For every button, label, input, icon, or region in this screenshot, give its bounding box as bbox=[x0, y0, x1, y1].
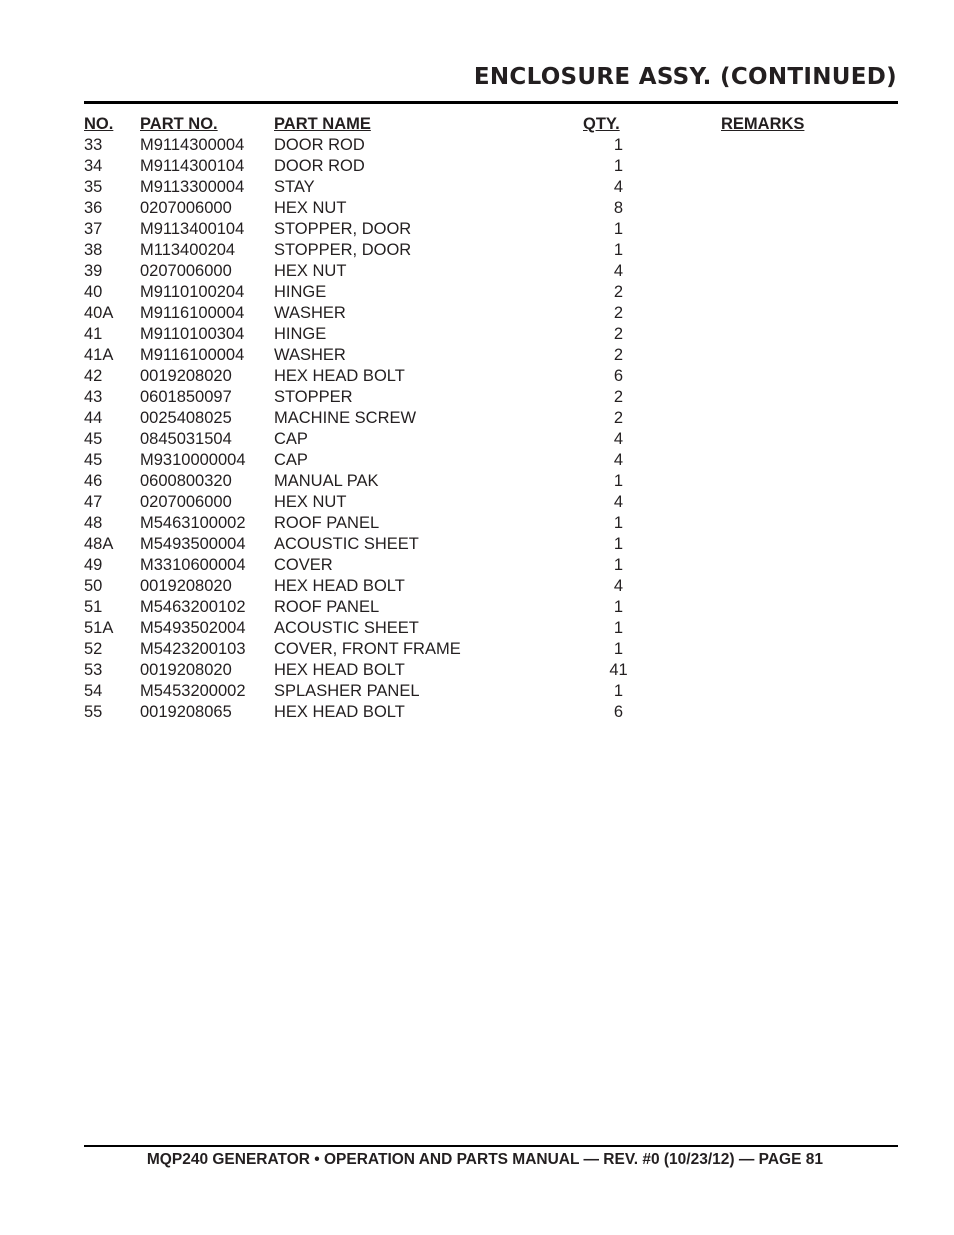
cell-remarks bbox=[721, 156, 881, 177]
header-qty: QTY. bbox=[583, 115, 620, 133]
table-row bbox=[84, 408, 881, 429]
cell-part-no: M5453200002 bbox=[140, 682, 246, 700]
cell-qty: 2 bbox=[613, 346, 624, 364]
cell-qty: 1 bbox=[613, 598, 624, 616]
cell-part-no: M113400204 bbox=[140, 241, 236, 259]
cell-remarks bbox=[721, 177, 881, 198]
cell-remarks bbox=[721, 198, 881, 219]
cell-remarks bbox=[721, 471, 881, 492]
cell-no: 37 bbox=[84, 220, 103, 238]
cell-part-no: M9116100004 bbox=[140, 346, 245, 364]
cell-remarks bbox=[721, 639, 881, 660]
table-row bbox=[84, 597, 881, 618]
cell-part-name: DOOR ROD bbox=[274, 157, 365, 175]
cell-no: 38 bbox=[84, 241, 103, 259]
page-footer: MQP240 GENERATOR • OPERATION AND PARTS MANUAL — REV. #0 (10/23/12) — PAGE 81 bbox=[146, 1151, 823, 1168]
cell-no: 40A bbox=[84, 304, 114, 322]
cell-no: 55 bbox=[84, 703, 103, 721]
parts-table-header bbox=[84, 114, 881, 135]
cell-remarks bbox=[721, 261, 881, 282]
cell-qty: 41 bbox=[609, 661, 628, 679]
cell-remarks bbox=[721, 240, 881, 261]
cell-remarks bbox=[721, 492, 881, 513]
cell-no: 41 bbox=[84, 325, 103, 343]
cell-qty: 1 bbox=[613, 472, 624, 490]
cell-part-no: M5463200102 bbox=[140, 598, 246, 616]
cell-remarks bbox=[721, 681, 881, 702]
cell-part-name: WASHER bbox=[274, 346, 346, 364]
cell-qty: 1 bbox=[613, 157, 624, 175]
cell-remarks bbox=[721, 660, 881, 681]
table-row bbox=[84, 450, 881, 471]
cell-no: 46 bbox=[84, 472, 103, 490]
cell-part-no: M9113300004 bbox=[140, 178, 245, 196]
table-row bbox=[84, 702, 881, 723]
cell-qty: 4 bbox=[613, 178, 624, 196]
cell-part-name: ROOF PANEL bbox=[274, 598, 380, 616]
cell-part-name: HINGE bbox=[274, 283, 327, 301]
cell-part-no: 0025408025 bbox=[140, 409, 232, 427]
cell-remarks bbox=[721, 450, 881, 471]
cell-part-no: M9310000004 bbox=[140, 451, 246, 469]
cell-part-name: COVER, FRONT FRAME bbox=[274, 640, 461, 658]
cell-qty: 4 bbox=[613, 451, 624, 469]
table-row bbox=[84, 282, 881, 303]
cell-no: 52 bbox=[84, 640, 103, 658]
table-row bbox=[84, 345, 881, 366]
cell-part-no: M5423200103 bbox=[140, 640, 246, 658]
cell-qty: 4 bbox=[613, 493, 624, 511]
cell-no: 47 bbox=[84, 493, 103, 511]
table-row bbox=[84, 303, 881, 324]
cell-part-no: 0019208020 bbox=[140, 367, 232, 385]
cell-part-name: ACOUSTIC SHEET bbox=[274, 619, 419, 637]
cell-part-no: 0207006000 bbox=[140, 493, 232, 511]
table-row bbox=[84, 387, 881, 408]
cell-part-no: M9110100304 bbox=[140, 325, 245, 343]
cell-remarks bbox=[721, 135, 881, 156]
parts-table-body bbox=[84, 135, 881, 723]
cell-part-no: 0019208065 bbox=[140, 703, 232, 721]
table-row bbox=[84, 324, 881, 345]
parts-table bbox=[84, 114, 881, 723]
table-row bbox=[84, 555, 881, 576]
cell-qty: 6 bbox=[613, 367, 624, 385]
cell-qty: 1 bbox=[613, 220, 624, 238]
cell-no: 48 bbox=[84, 514, 103, 532]
cell-remarks bbox=[721, 534, 881, 555]
cell-qty: 4 bbox=[613, 577, 624, 595]
cell-part-no: 0207006000 bbox=[140, 199, 232, 217]
cell-part-no: 0019208020 bbox=[140, 661, 232, 679]
table-row bbox=[84, 366, 881, 387]
cell-no: 51A bbox=[84, 619, 114, 637]
cell-qty: 4 bbox=[613, 430, 624, 448]
cell-part-no: M9113400104 bbox=[140, 220, 245, 238]
cell-part-name: HEX HEAD BOLT bbox=[274, 367, 405, 385]
cell-part-name: STOPPER bbox=[274, 388, 353, 406]
cell-remarks bbox=[721, 324, 881, 345]
cell-part-no: 0601850097 bbox=[140, 388, 232, 406]
table-row bbox=[84, 156, 881, 177]
cell-qty: 2 bbox=[613, 283, 624, 301]
cell-remarks bbox=[721, 618, 881, 639]
cell-part-name: CAP bbox=[274, 430, 308, 448]
cell-part-no: M3310600004 bbox=[140, 556, 246, 574]
cell-qty: 2 bbox=[613, 325, 624, 343]
table-row bbox=[84, 429, 881, 450]
cell-part-no: 0207006000 bbox=[140, 262, 232, 280]
table-row bbox=[84, 177, 881, 198]
header-part-name: PART NAME bbox=[274, 115, 371, 133]
cell-remarks bbox=[721, 513, 881, 534]
table-row bbox=[84, 681, 881, 702]
cell-part-no: 0019208020 bbox=[140, 577, 232, 595]
cell-remarks bbox=[721, 387, 881, 408]
cell-part-name: MANUAL PAK bbox=[274, 472, 379, 490]
cell-no: 49 bbox=[84, 556, 103, 574]
cell-part-no: 0600800320 bbox=[140, 472, 232, 490]
table-row bbox=[84, 576, 881, 597]
cell-remarks bbox=[721, 219, 881, 240]
footer-rule bbox=[84, 1145, 898, 1147]
table-row bbox=[84, 492, 881, 513]
cell-part-name: ACOUSTIC SHEET bbox=[274, 535, 419, 553]
cell-part-name: CAP bbox=[274, 451, 308, 469]
cell-no: 43 bbox=[84, 388, 103, 406]
cell-qty: 2 bbox=[613, 409, 624, 427]
header-no: NO. bbox=[84, 115, 114, 133]
cell-part-no: 0845031504 bbox=[140, 430, 232, 448]
table-row bbox=[84, 240, 881, 261]
cell-qty: 1 bbox=[613, 514, 624, 532]
header-part-no: PART NO. bbox=[140, 115, 218, 133]
cell-part-name: SPLASHER PANEL bbox=[274, 682, 420, 700]
cell-qty: 4 bbox=[613, 262, 624, 280]
table-row bbox=[84, 198, 881, 219]
cell-part-name: HEX NUT bbox=[274, 493, 347, 511]
cell-no: 41A bbox=[84, 346, 114, 364]
cell-qty: 1 bbox=[613, 535, 624, 553]
cell-no: 34 bbox=[84, 157, 103, 175]
page-title: ENCLOSURE ASSY. (CONTINUED) bbox=[473, 64, 897, 90]
table-row bbox=[84, 660, 881, 681]
cell-part-name: HEX NUT bbox=[274, 199, 347, 217]
cell-qty: 2 bbox=[613, 304, 624, 322]
cell-qty: 1 bbox=[613, 241, 624, 259]
cell-no: 40 bbox=[84, 283, 103, 301]
cell-no: 42 bbox=[84, 367, 103, 385]
cell-no: 35 bbox=[84, 178, 103, 196]
cell-qty: 1 bbox=[613, 136, 624, 154]
table-row bbox=[84, 639, 881, 660]
cell-part-no: M9110100204 bbox=[140, 283, 245, 301]
cell-part-name: HINGE bbox=[274, 325, 327, 343]
table-row bbox=[84, 261, 881, 282]
cell-qty: 8 bbox=[613, 199, 624, 217]
table-row bbox=[84, 219, 881, 240]
cell-no: 53 bbox=[84, 661, 103, 679]
cell-no: 45 bbox=[84, 430, 103, 448]
cell-part-no: M9116100004 bbox=[140, 304, 245, 322]
cell-qty: 1 bbox=[613, 682, 624, 700]
table-row bbox=[84, 513, 881, 534]
table-row bbox=[84, 135, 881, 156]
table-row bbox=[84, 534, 881, 555]
cell-part-name: HEX HEAD BOLT bbox=[274, 577, 405, 595]
cell-no: 33 bbox=[84, 136, 103, 154]
cell-part-no: M9114300004 bbox=[140, 136, 245, 154]
cell-remarks bbox=[721, 303, 881, 324]
cell-remarks bbox=[721, 282, 881, 303]
cell-part-name: STOPPER, DOOR bbox=[274, 220, 412, 238]
cell-part-name: DOOR ROD bbox=[274, 136, 365, 154]
cell-part-name: STAY bbox=[274, 178, 315, 196]
cell-no: 45 bbox=[84, 451, 103, 469]
table-row bbox=[84, 471, 881, 492]
cell-remarks bbox=[721, 702, 881, 723]
cell-remarks bbox=[721, 597, 881, 618]
cell-qty: 1 bbox=[613, 556, 624, 574]
cell-remarks bbox=[721, 366, 881, 387]
cell-remarks bbox=[721, 408, 881, 429]
cell-qty: 6 bbox=[613, 703, 624, 721]
cell-part-name: WASHER bbox=[274, 304, 346, 322]
cell-no: 50 bbox=[84, 577, 103, 595]
cell-no: 44 bbox=[84, 409, 103, 427]
cell-part-name: HEX NUT bbox=[274, 262, 347, 280]
header-remarks: REMARKS bbox=[721, 115, 805, 133]
cell-remarks bbox=[721, 555, 881, 576]
cell-part-no: M5493502004 bbox=[140, 619, 246, 637]
cell-part-name: HEX HEAD BOLT bbox=[274, 703, 405, 721]
cell-no: 48A bbox=[84, 535, 114, 553]
header-row bbox=[84, 114, 881, 135]
cell-qty: 1 bbox=[613, 619, 624, 637]
cell-no: 39 bbox=[84, 262, 103, 280]
cell-qty: 2 bbox=[613, 388, 624, 406]
cell-no: 51 bbox=[84, 598, 103, 616]
cell-part-name: MACHINE SCREW bbox=[274, 409, 417, 427]
cell-remarks bbox=[721, 429, 881, 450]
cell-part-name: HEX HEAD BOLT bbox=[274, 661, 405, 679]
title-rule bbox=[84, 101, 898, 104]
cell-part-no: M5463100002 bbox=[140, 514, 246, 532]
cell-part-name: COVER bbox=[274, 556, 333, 574]
table-row bbox=[84, 618, 881, 639]
cell-part-name: ROOF PANEL bbox=[274, 514, 380, 532]
cell-no: 36 bbox=[84, 199, 103, 217]
cell-part-no: M5493500004 bbox=[140, 535, 246, 553]
cell-remarks bbox=[721, 345, 881, 366]
cell-no: 54 bbox=[84, 682, 103, 700]
cell-qty: 1 bbox=[613, 640, 624, 658]
cell-part-name: STOPPER, DOOR bbox=[274, 241, 412, 259]
cell-remarks bbox=[721, 576, 881, 597]
cell-part-no: M9114300104 bbox=[140, 157, 245, 175]
